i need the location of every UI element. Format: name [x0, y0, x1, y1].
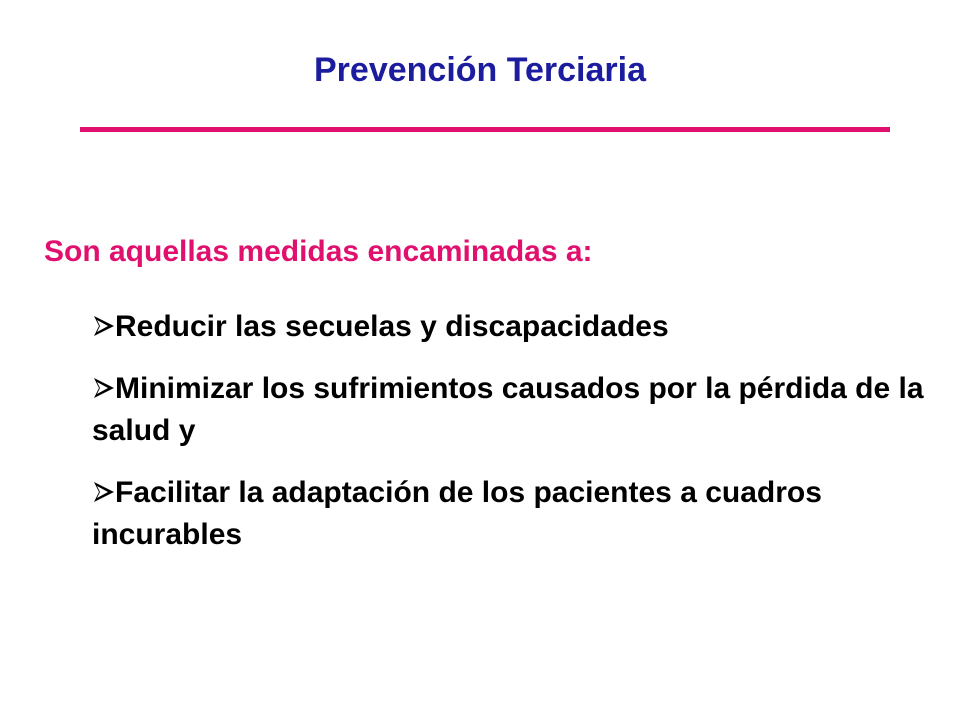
bullet-item — [92, 472, 932, 556]
slide-title: Prevención Terciaria — [314, 51, 646, 89]
title-underline — [80, 127, 890, 132]
arrowhead-bullet-icon — [92, 314, 116, 338]
arrowhead-bullet-icon — [92, 376, 116, 400]
bullet-text: Reducir las secuelas y discapacidades — [115, 310, 669, 343]
bullet-item — [92, 306, 932, 348]
bullet-item — [92, 368, 932, 452]
bullet-text: Minimizar los sufrimientos causados por la pérdida de la salud y — [92, 372, 924, 447]
arrowhead-bullet-icon — [92, 480, 116, 504]
intro-text: Son aquellas medidas encaminadas a: — [44, 235, 593, 268]
bullet-list — [92, 306, 932, 576]
bullet-text: Facilitar la adaptación de los pacientes a cuadros incurables — [92, 476, 822, 551]
